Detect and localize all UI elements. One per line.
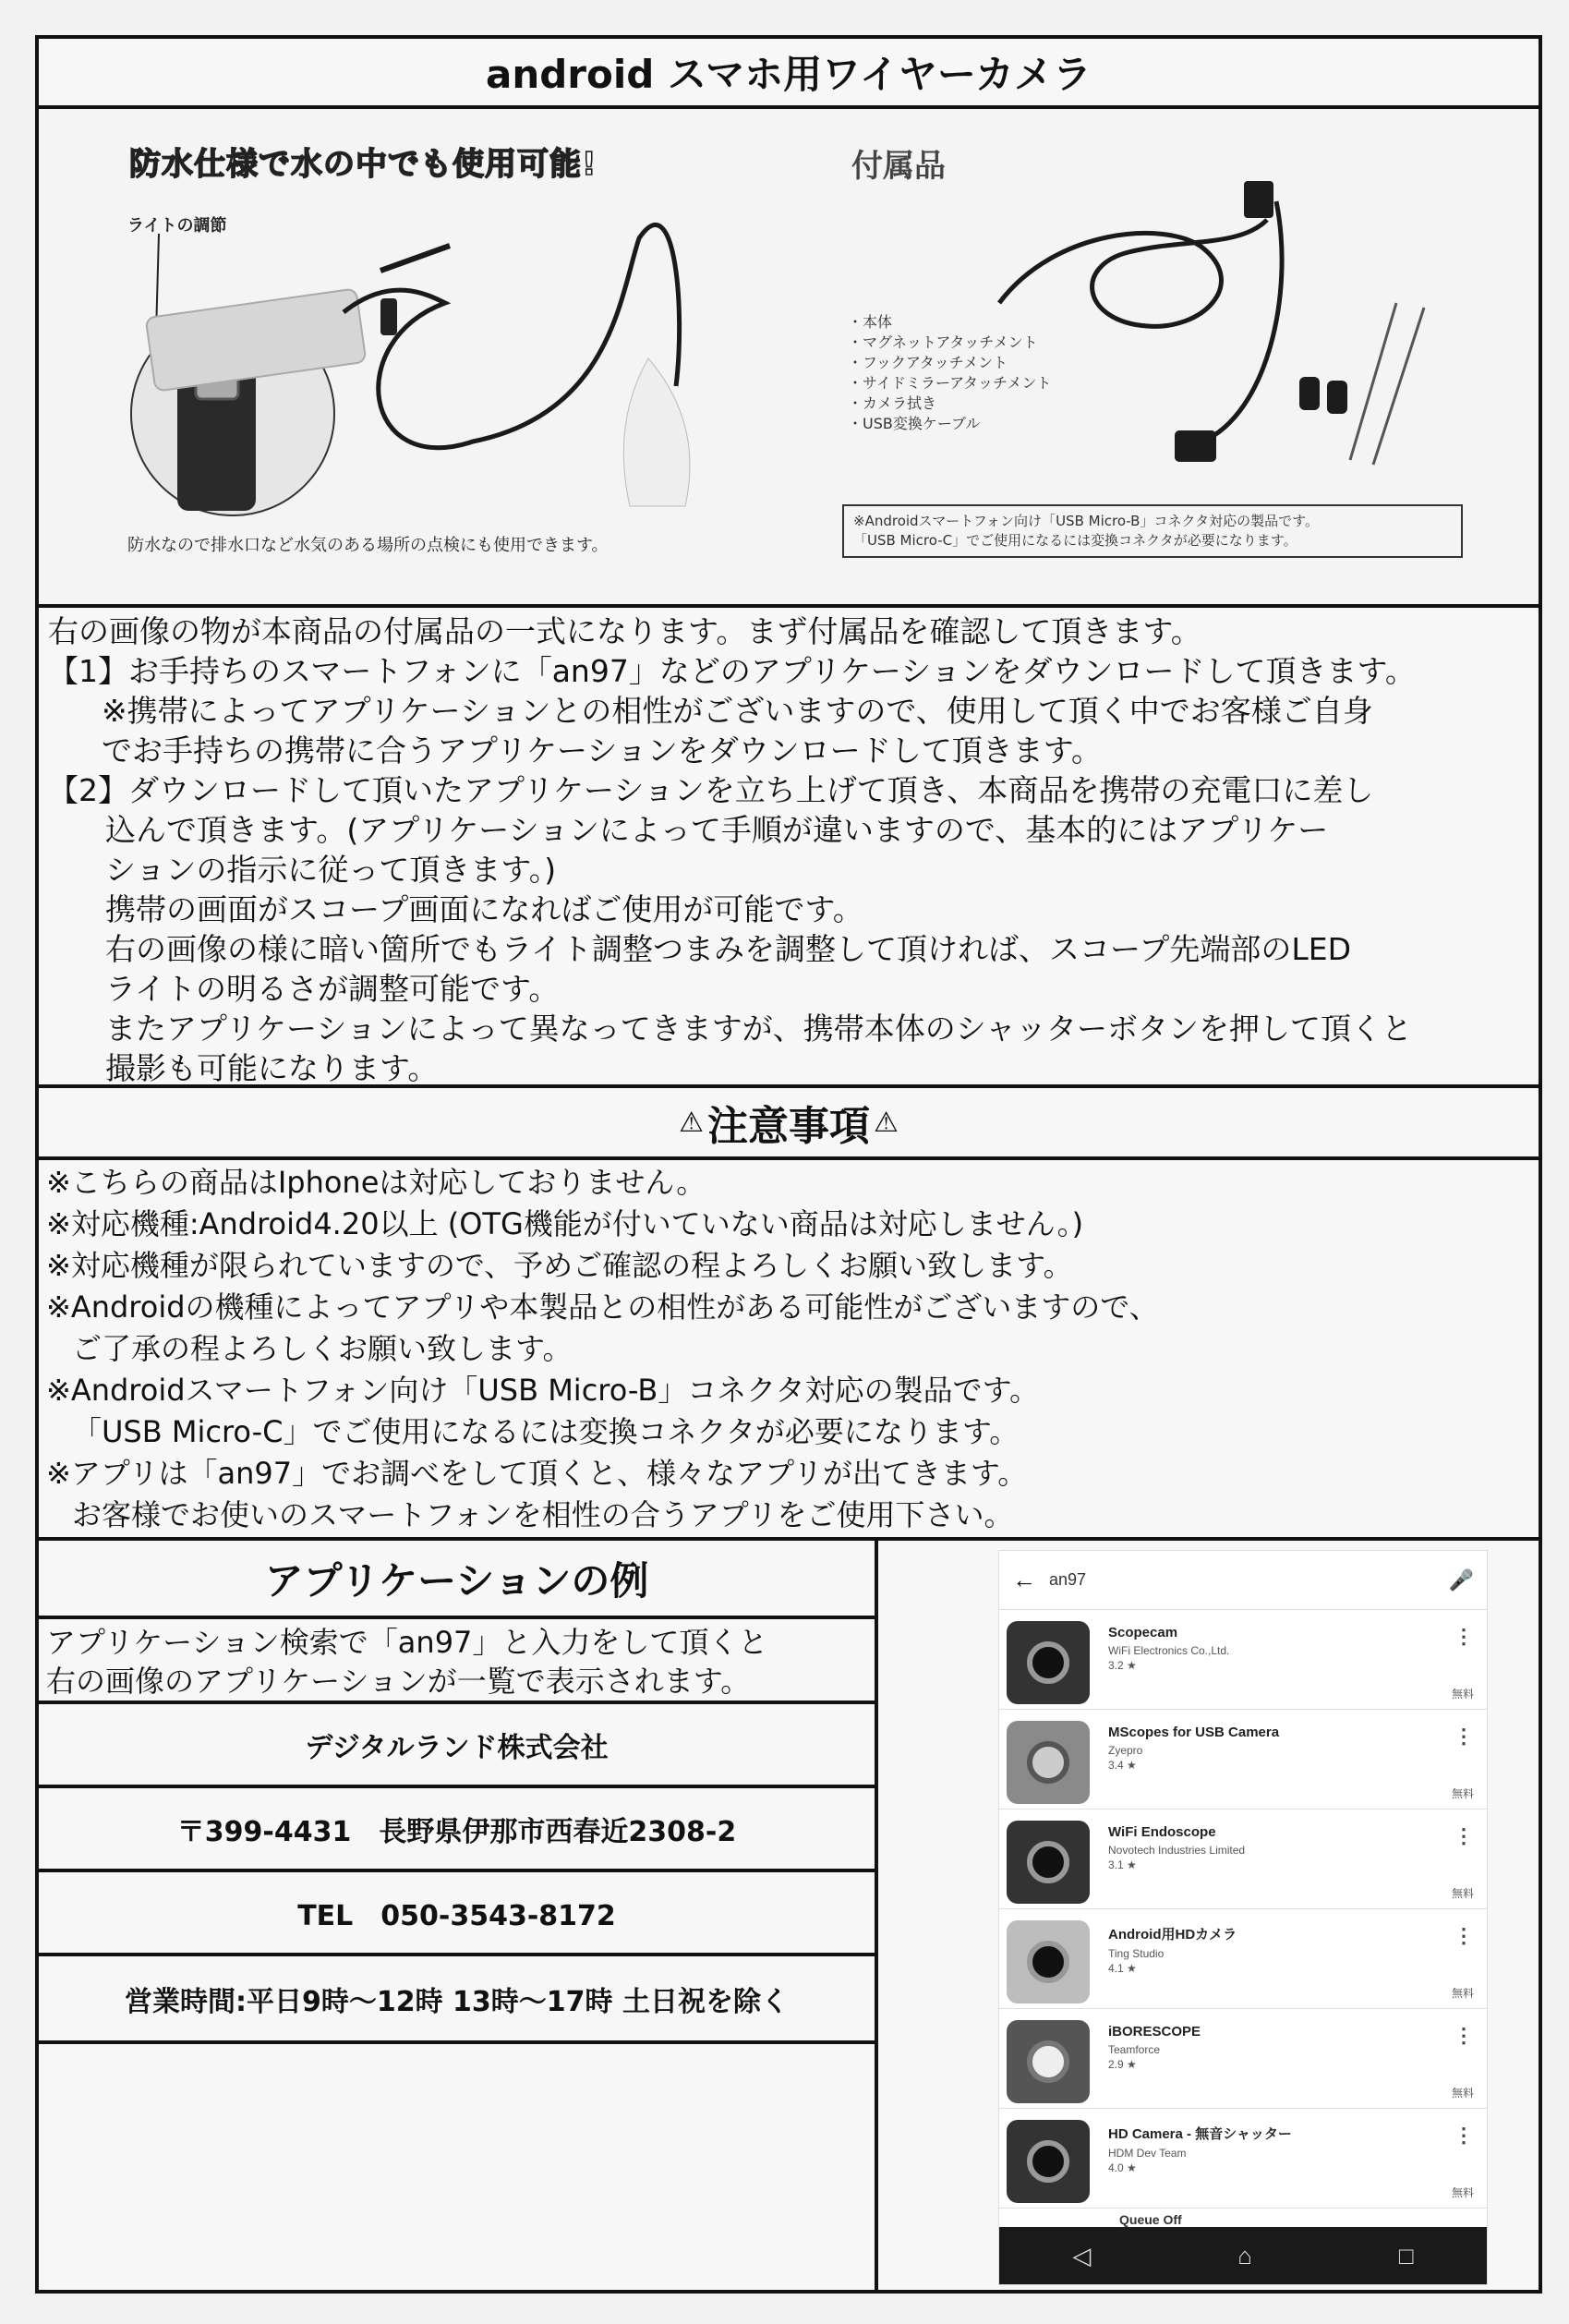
accessory-item: ・ 本体	[848, 312, 1051, 333]
nav-recent-icon: □	[1398, 2241, 1414, 2270]
caution-line: 「USB Micro-C」でご使用になるには変換コネクタが必要になります。	[72, 1414, 1020, 1449]
app-rating: 4.0 ★	[1108, 2161, 1137, 2174]
instruction-line: 携帯の画面がスコープ画面になればご使用が可能です。	[105, 891, 863, 927]
more-icon: ⋮	[1454, 2124, 1474, 2147]
app-rating: 3.4 ★	[1108, 1759, 1137, 1772]
app-developer: Teamforce	[1108, 2043, 1161, 2056]
app-developer: Novotech Industries Limited	[1108, 1844, 1246, 1857]
app-developer: HDM Dev Team	[1108, 2147, 1187, 2160]
caution-line: ※こちらの商品はIphoneは対応しておりません。	[46, 1165, 706, 1200]
app-price: 無料	[1451, 1987, 1474, 2000]
waterproof-banner: 防水仕様で水の中でも使用可能!	[129, 146, 597, 183]
company-tel: TEL 050-3543-8172	[39, 1872, 875, 1956]
accessories-list	[848, 312, 1051, 434]
app-price: 無料	[1451, 2186, 1474, 2199]
cable-tip	[380, 246, 450, 271]
water-cup	[623, 358, 690, 506]
app-rating: 2.9 ★	[1108, 2058, 1137, 2071]
caution-line: ご了承の程よろしくお願い致します。	[72, 1331, 573, 1366]
app-list-item	[999, 1810, 1487, 1909]
app-screenshot-section	[875, 1541, 1539, 2294]
app-example-title: アプリケーションの例	[39, 1541, 875, 1619]
app-name: iBORESCOPE	[1108, 2024, 1201, 2040]
accessory-item: ・ フックアタッチメント	[848, 353, 1051, 373]
app-developer: Ting Studio	[1108, 1947, 1165, 1960]
instructions	[39, 608, 1539, 1088]
app-icon	[1007, 1920, 1090, 2003]
cable-right	[999, 220, 1267, 326]
more-icon: ⋮	[1454, 1625, 1474, 1648]
instruction-line: でお手持ちの携帯に合うアプリケーションをダウンロードして頂きます。	[102, 732, 1103, 769]
app-search-line: 右の画像のアプリケーションが一覧で表示されます。	[46, 1664, 751, 1699]
nav-home-icon: ⌂	[1237, 2241, 1252, 2270]
caution-line: ※アプリは「an97」でお調べをして頂くと、様々なアプリが出てきます。	[46, 1456, 1028, 1491]
instruction-line: 撮影も可能になります。	[105, 1050, 439, 1086]
microphone-icon: 🎤	[1448, 1567, 1474, 1592]
nav-back-icon: ◁	[1072, 2241, 1092, 2270]
accessory-item: ・ カメラ拭き	[848, 393, 1051, 414]
search-query: an97	[1049, 1570, 1087, 1589]
more-icon: ⋮	[1454, 1725, 1474, 1748]
caution-line: ※Androidの機種によってアプリや本製品との相性がある可能性がございますので、	[46, 1289, 1159, 1325]
phone-screenshot	[998, 1550, 1488, 2285]
caution-list	[39, 1160, 1539, 1541]
phone-shape	[146, 288, 367, 391]
magnet-attachment	[1299, 377, 1320, 410]
app-rating: 3.1 ★	[1108, 1858, 1137, 1871]
company-address: 〒399-4431 長野県伊那市西春近2308-2	[39, 1788, 875, 1872]
hook-attachment	[1327, 381, 1347, 414]
usb-adapter	[1175, 430, 1216, 462]
app-name: Scopecam	[1108, 1625, 1178, 1640]
app-name: Android用HDカメラ	[1108, 1927, 1237, 1943]
light-adjust-label: ライトの調節	[127, 216, 227, 236]
app-name: HD Camera - 無音シャッター	[1108, 2126, 1292, 2142]
app-rating: 4.1 ★	[1108, 1962, 1137, 1975]
more-icon: ⋮	[1454, 2024, 1474, 2047]
accessory-item: ・ USB変換ケーブル	[848, 414, 1051, 434]
app-icon	[1007, 1621, 1090, 1704]
product-photo-area	[39, 109, 1539, 608]
instruction-step-1: 【1】お手持ちのスマートフォンに「an97」などのアプリケーションをダウンロードして頂きます。	[48, 653, 1416, 689]
app-list-item	[999, 1909, 1487, 2009]
caution-line: ※対応機種:Android4.20以上 (OTG機能が付いていない商品は対応しません。)	[46, 1206, 1084, 1241]
caution-line: お客様でお使いのスマートフォンを相性の合うアプリをご使用下さい。	[72, 1497, 1014, 1532]
warning-icon: ⚠	[679, 1106, 704, 1139]
app-icon	[1007, 1821, 1090, 1904]
app-icon	[1007, 2020, 1090, 2103]
app-search-line: アプリケーション検索で「an97」と入力をして頂くと	[46, 1625, 768, 1660]
android-nav-bar	[999, 2227, 1487, 2284]
search-bar	[999, 1551, 1487, 1610]
company-info	[39, 1704, 875, 2044]
app-example-section	[39, 1541, 875, 2294]
app-price: 無料	[1451, 1688, 1474, 1701]
company-name: デジタルランド株式会社	[39, 1704, 875, 1788]
partial-app-name: Queue Off	[1119, 2212, 1182, 2227]
business-hours: 営業時間:平日9時～12時 13時～17時 土日祝を除く	[124, 1985, 789, 2018]
app-list-item	[999, 1610, 1487, 1710]
usb-cable	[1202, 201, 1282, 442]
mirror-attachment-2	[1373, 308, 1424, 465]
more-icon: ⋮	[1454, 1824, 1474, 1847]
app-list-item	[999, 2009, 1487, 2109]
app-icon	[1007, 2120, 1090, 2203]
instruction-line: またアプリケーションによって異なってきますが、携帯本体のシャッターボタンを押して頂くと	[105, 1011, 1413, 1047]
app-price: 無料	[1451, 1887, 1474, 1900]
accessory-item: ・ サイドミラーアタッチメント	[848, 373, 1051, 393]
connector-note	[842, 504, 1463, 558]
app-name: MScopes for USB Camera	[1108, 1725, 1280, 1740]
app-price: 無料	[1451, 1787, 1474, 1800]
accessories-heading: 付属品	[851, 148, 946, 185]
usb-plug	[1244, 181, 1273, 218]
instruction-line: 込んで頂きます。(アプリケーションによって手順が違いますので、基本的にはアプリケー	[105, 812, 1329, 848]
page-title: android スマホ用ワイヤーカメラ	[39, 39, 1539, 109]
app-list-item	[999, 1710, 1487, 1810]
instruction-line: 右の画像の物が本商品の付属品の一式になります。まず付属品を確認して頂きます。	[48, 613, 1201, 649]
waterproof-caption: 防水なので排水口など水気のある場所の点検にも使用できます。	[127, 536, 609, 555]
accessory-item: ・ マグネットアタッチメント	[848, 333, 1051, 353]
instruction-line: ションの指示に従って頂きます。)	[105, 852, 557, 888]
more-icon: ⋮	[1454, 1924, 1474, 1947]
app-icon	[1007, 1721, 1090, 1804]
app-name: WiFi Endoscope	[1108, 1824, 1216, 1840]
instruction-sheet	[35, 35, 1542, 2294]
app-developer: Zyepro	[1108, 1744, 1143, 1757]
caution-line: ※Androidスマートフォン向け「USB Micro-B」コネクタ対応の製品です。	[46, 1373, 1040, 1408]
caution-heading	[39, 1088, 1539, 1160]
instruction-line: ライトの明るさが調整可能です。	[105, 971, 560, 1007]
app-developer: WiFi Electronics Co.,Ltd.	[1108, 1644, 1230, 1657]
warning-icon: ⚠	[874, 1106, 899, 1139]
app-search-description	[39, 1619, 875, 1704]
back-arrow-icon: ←	[1012, 1566, 1036, 1593]
app-price: 無料	[1451, 2087, 1474, 2100]
caution-line: ※対応機種が限られていますので、予めご確認の程よろしくお願い致します。	[46, 1248, 1073, 1283]
mirror-attachment-1	[1350, 303, 1396, 460]
instruction-line: 右の画像の様に暗い箇所でもライト調整つまみを調整して頂ければ、スコープ先端部のLED	[105, 931, 1352, 967]
caution-title: 注意事項	[707, 1103, 870, 1150]
connector-note-line: ※Androidスマートフォン向け「USB Micro-B」コネクタ対応の製品です。	[853, 513, 1319, 529]
connector-note-line: 「USB Micro-C」でご使用になるには変換コネクタが必要になります。	[853, 532, 1297, 549]
app-list-item	[999, 2109, 1487, 2209]
app-rating: 3.2 ★	[1108, 1659, 1137, 1672]
instruction-line: ※携帯によってアプリケーションとの相性がございますので、使用して頂く中でお客様ご自身	[102, 693, 1373, 729]
cable-knob	[380, 298, 397, 335]
instruction-step-2: 【2】ダウンロードして頂いたアプリケーションを立ち上げて頂き、本商品を携帯の充電口に差し	[48, 772, 1374, 808]
